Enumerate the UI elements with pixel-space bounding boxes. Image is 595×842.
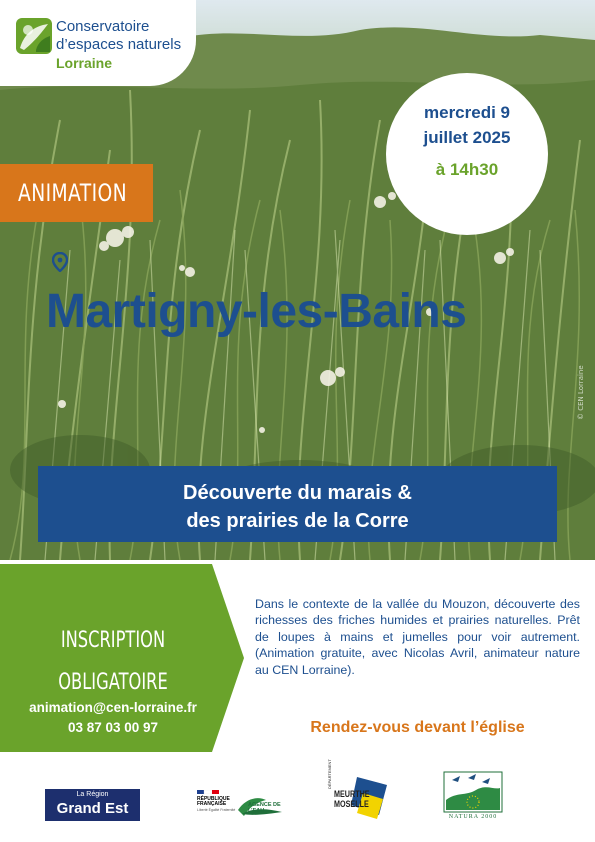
location-pin-icon — [52, 252, 68, 272]
agence-eau-logo — [236, 792, 286, 820]
event-town: Martigny-les-Bains — [46, 285, 467, 338]
agence-eau-label: AGENCE DE L’EAU — [248, 802, 281, 814]
date-badge — [386, 73, 548, 235]
event-title-line1: Découverte du marais & — [183, 482, 412, 504]
meeting-point: Rendez-vous devant l’église — [310, 719, 525, 736]
french-flag-icon — [197, 790, 219, 794]
org-name-line2: d’espaces naturels — [56, 36, 182, 53]
event-type-label: ANIMATION — [18, 179, 128, 207]
meurthe-moselle-side-label: DÉPARTEMENT — [327, 759, 332, 789]
org-name-line3: Lorraine — [56, 55, 113, 71]
republique-francaise-logo — [197, 790, 237, 822]
region-grand-est-logo — [45, 789, 140, 821]
event-day: mercredi 9 — [424, 103, 510, 122]
event-title-banner — [38, 466, 557, 542]
natura-2000-logo — [442, 770, 504, 822]
region-label-small: La Région — [76, 791, 109, 798]
registration-phone: 03 87 03 00 97 — [67, 720, 159, 735]
meurthe-moselle-logo — [327, 759, 389, 821]
organization-logo — [0, 0, 196, 86]
event-description: Dans le contexte de la vallée du Mouzon, découverte des richesses des friches humides et prairies naturelles. Prêt de loupes à mains et jumelles pour voir autrement. (Animation gratuite, avec Nicolas Avril, animateur nature au CEN Lorraine). — [255, 597, 580, 677]
meurthe-label: MEURTHE — [334, 789, 370, 799]
event-title-line2: des prairies de la Corre — [186, 510, 409, 532]
cen-logo-icon — [16, 18, 52, 54]
event-month-year: juillet 2025 — [423, 128, 511, 147]
event-type-tag — [0, 164, 153, 222]
registration-email[interactable]: animation@cen-lorraine.fr — [29, 700, 197, 715]
republique-label: RÉPUBLIQUE FRANÇAISE — [197, 796, 230, 807]
registration-heading-line1: INSCRIPTION — [60, 628, 166, 653]
registration-heading-line2: OBLIGATOIRE — [58, 670, 168, 695]
photo-credit: © CEN Lorraine — [577, 365, 585, 420]
registration-block — [0, 564, 244, 752]
moselle-label: MOSELLE — [334, 799, 369, 809]
natura-2000-icon — [442, 770, 504, 814]
republique-motto: Liberté Égalité Fraternité — [197, 808, 236, 812]
natura-2000-label: NATURA 2000 — [448, 814, 498, 820]
org-name-line1: Conservatoire — [56, 18, 150, 35]
meurthe-moselle-label — [334, 789, 370, 809]
event-time: à 14h30 — [435, 160, 499, 179]
region-label-big: Grand Est — [56, 800, 129, 817]
